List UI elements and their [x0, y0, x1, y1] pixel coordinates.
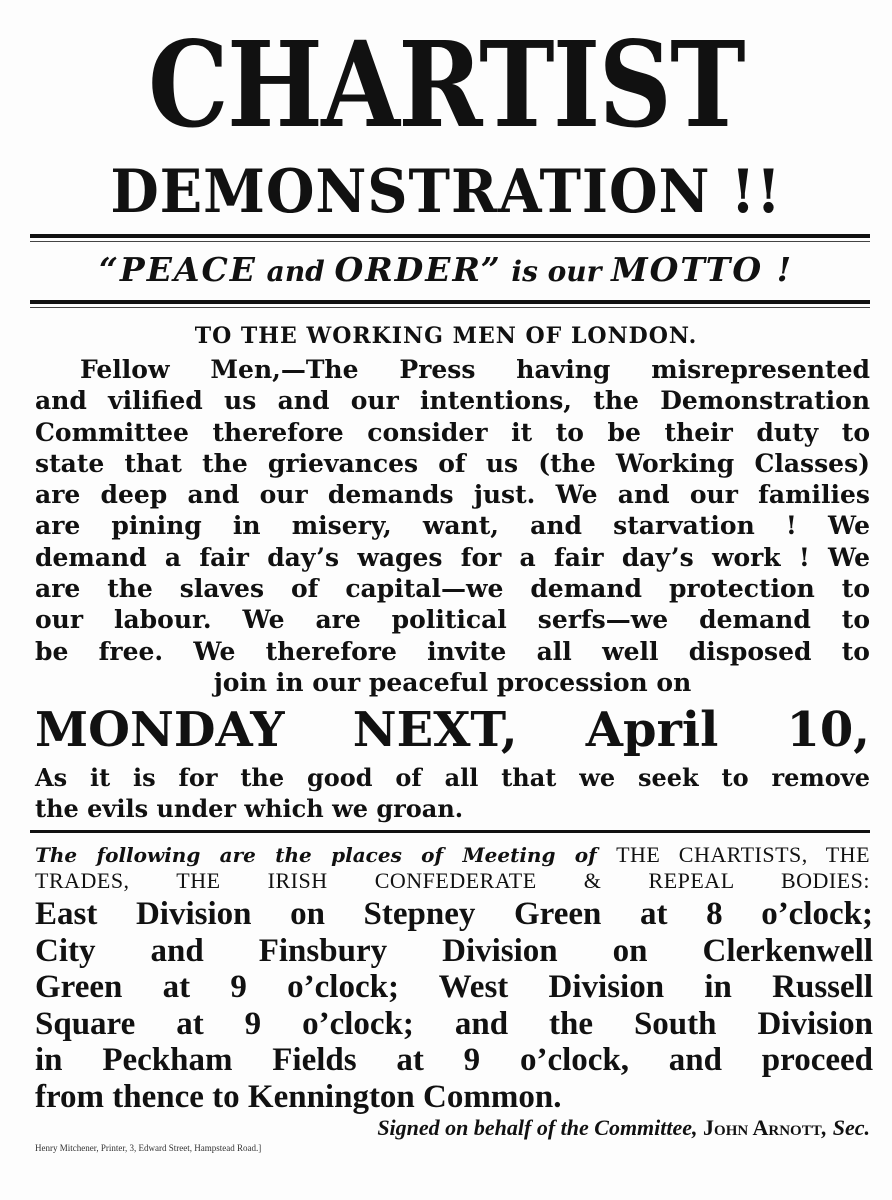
rule-thick [30, 300, 870, 304]
closing-paragraph [35, 762, 870, 824]
motto-order: ORDER [334, 250, 481, 289]
address-heading: TO THE WORKING MEN OF LONDON. [194, 323, 698, 349]
single-rule [30, 830, 870, 833]
body-line: demand a fair day’s wages for a fair day’s work ! We [35, 542, 870, 572]
signature-name: John Arnott [703, 1115, 822, 1140]
motto-peace: PEACE [119, 250, 257, 289]
meeting-intro-line-2: TRADES, THE IRISH CONFEDERATE & REPEAL BODIES: [35, 868, 870, 893]
motto-and: and [256, 255, 335, 288]
body-line: are deep and our demands just. We and our families [35, 480, 870, 510]
body-line: are pining in misery, want, and starvation ! We [35, 511, 870, 541]
body-line: are the slaves of capital—we demand protection to [35, 574, 870, 604]
body-line: Fellow Men,—The Press having misrepresented [80, 355, 870, 384]
printer-imprint: Henry Mitchener, Printer, 3, Edward Street, Hampstead Road.] [35, 1143, 262, 1153]
signature [377, 1114, 870, 1142]
meeting-intro-caps: THE CHARTISTS, THE [616, 842, 871, 867]
meeting-place-line: Square at 9 o’clock; and the South Division [35, 1005, 873, 1042]
rule-thin [30, 241, 870, 242]
date-line: MONDAY NEXT, April 10, [35, 702, 870, 758]
meeting-place-line: East Division on Stepney Green at 8 o’clock; [35, 896, 873, 932]
meeting-intro-italic: The following are the places of Meeting of [35, 843, 617, 867]
body-line: be free. We therefore invite all well disposed to [35, 636, 870, 666]
meeting-intro-line-1 [35, 842, 870, 868]
body-line: Committee therefore consider it to be their duty to [35, 417, 870, 447]
body-paragraph [35, 354, 870, 698]
body-line: state that the grievances of us (the Working Classes) [35, 448, 870, 478]
poster-subtitle: DEMONSTRATION !! [110, 157, 782, 227]
double-rule-middle [30, 300, 870, 308]
double-rule-top [30, 234, 870, 242]
motto-open-quote: “ [98, 250, 120, 289]
meeting-place-line: in Peckham Fields at 9 o’clock, and proceed [35, 1042, 873, 1078]
body-line: our labour. We are political serfs—we demand to [35, 605, 870, 635]
motto-close-quote: ” [480, 250, 502, 289]
body-line: and vilified us and our intentions, the Demonstration [35, 386, 870, 416]
signature-italic: Signed on behalf of the Committee, [377, 1115, 704, 1140]
closing-line: As it is for the good of all that we seek to remove [35, 763, 870, 792]
meeting-intro [35, 842, 870, 894]
closing-line: the evils under which we groan. [35, 794, 464, 823]
motto-motto: MOTTO ! [611, 250, 794, 289]
rule-thick [30, 830, 870, 833]
meeting-places [35, 896, 873, 1115]
rule-thick [30, 234, 870, 238]
meeting-place-line: City and Finsbury Division on Clerkenwell [35, 932, 873, 969]
motto-is-our: is our [501, 255, 612, 288]
meeting-place-line: Green at 9 o’clock; West Division in Russell [35, 969, 873, 1005]
motto [0, 250, 892, 292]
rule-thin [30, 307, 870, 308]
poster-title: CHARTIST [148, 15, 744, 154]
body-line: join in our peaceful procession on [213, 667, 692, 697]
signature-title: , Sec. [821, 1115, 870, 1140]
meeting-place-line: from thence to Kennington Common. [35, 1078, 562, 1115]
